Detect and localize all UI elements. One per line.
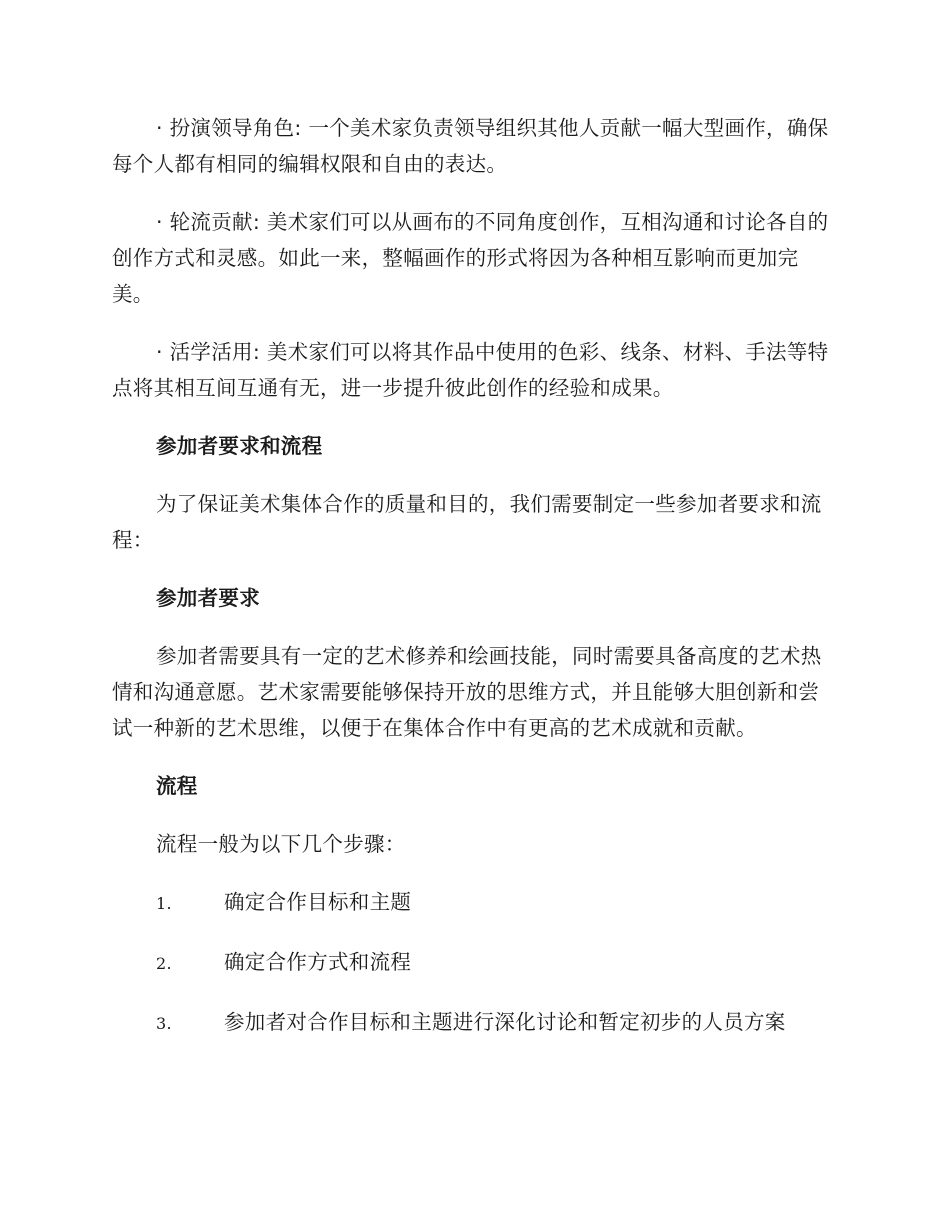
subheading-participant-requirements: 参加者要求 bbox=[156, 586, 260, 610]
subheading-process: 流程 bbox=[156, 774, 198, 798]
step-number: 3. bbox=[156, 1014, 172, 1033]
list-item bbox=[112, 884, 832, 922]
process-intro-paragraph: 流程一般为以下几个步骤： bbox=[156, 832, 406, 856]
step-text: 参加者对合作目标和主题进行深化讨论和暂定初步的人员方案 bbox=[224, 1010, 786, 1034]
step-text: 确定合作目标和主题 bbox=[224, 890, 412, 914]
section-heading-requirements-process: 参加者要求和流程 bbox=[156, 434, 323, 458]
list-item bbox=[112, 944, 832, 982]
document-body bbox=[112, 110, 832, 1064]
step-number: 1. bbox=[156, 894, 172, 913]
bullet-paragraph-learn-apply: · 活学活用: 美术家们可以将其作品中使用的色彩、线条、材料、手法等特点将其相互间互通有无，进一步提升彼此创作的经验和成果。 bbox=[112, 340, 829, 400]
section-intro-paragraph: 为了保证美术集体合作的质量和目的，我们需要制定一些参加者要求和流程： bbox=[112, 492, 822, 552]
step-number: 2. bbox=[156, 954, 172, 973]
list-item bbox=[112, 1004, 832, 1042]
bullet-paragraph-lead-role: · 扮演领导角色: 一个美术家负责领导组织其他人贡献一幅大型画作，确保每个人都有相同的编辑权限和自由的表达。 bbox=[112, 116, 829, 176]
bullet-paragraph-take-turns: · 轮流贡献: 美术家们可以从画布的不同角度创作，互相沟通和讨论各自的创作方式和灵感。如此一来，整幅画作的形式将因为各种相互影响而更加完美。 bbox=[112, 210, 829, 306]
process-steps-list bbox=[112, 884, 832, 1042]
step-text: 确定合作方式和流程 bbox=[224, 950, 412, 974]
requirements-paragraph: 参加者需要具有一定的艺术修养和绘画技能，同时需要具备高度的艺术热情和沟通意愿。艺术家需要能够保持开放的思维方式，并且能够大胆创新和尝试一种新的艺术思维，以便于在集体合作中有更高的艺术成就和贡献。 bbox=[112, 644, 822, 740]
